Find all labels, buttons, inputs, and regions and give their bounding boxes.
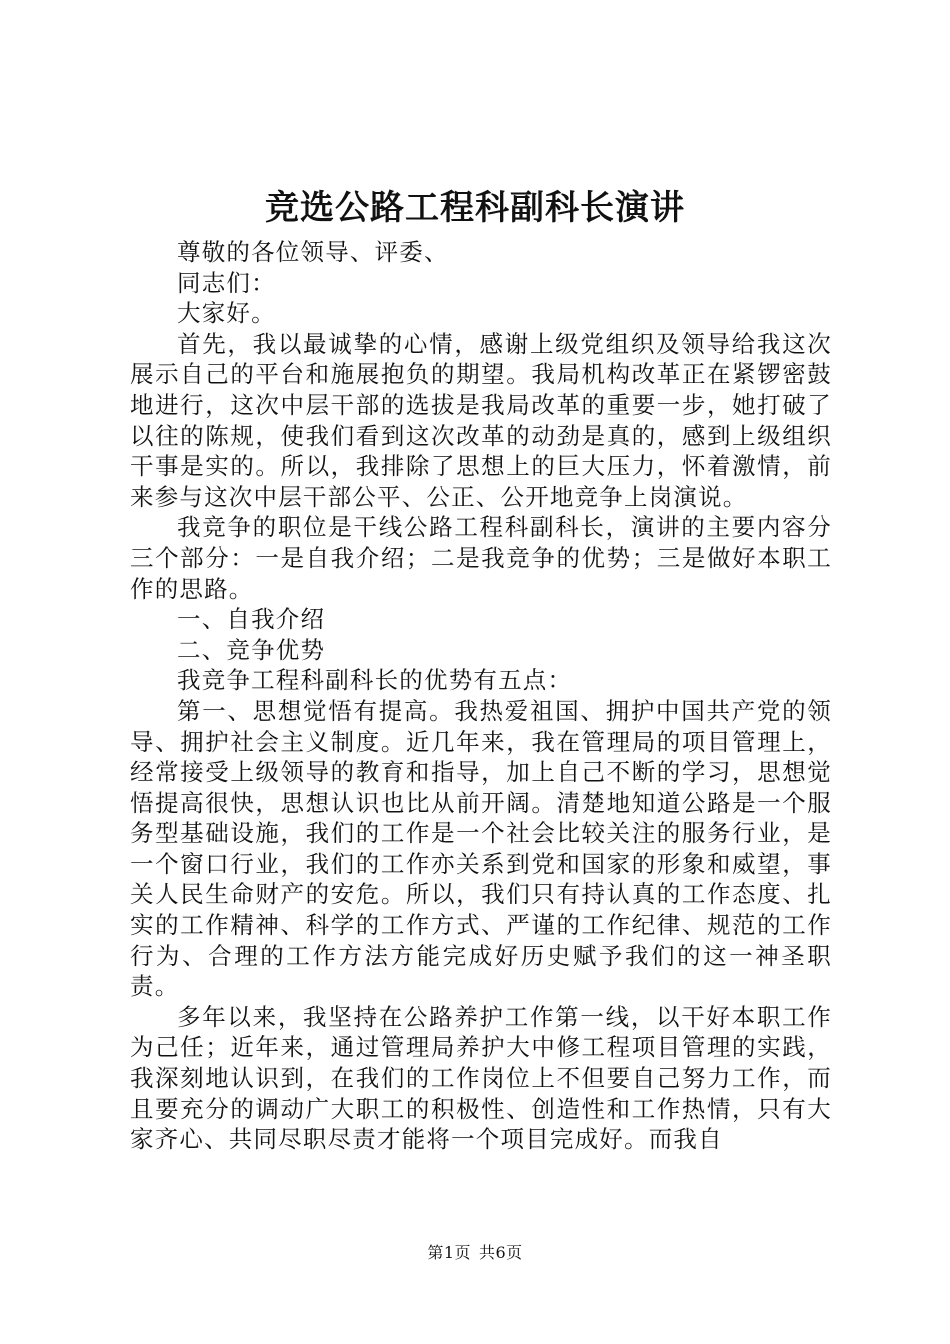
paragraph-intro: 首先，我以最诚挚的心情，感谢上级党组织及领导给我这次展示自己的平台和施展抱负的期望。我局机构改革正在紧锣密鼓地进行，这次中层干部的选拔是我局改革的重要一步，她打破了以往的陈规，使我们看到这次改革的动劲是真的，感到上级组织干事是实的。所以，我排除了思想上的巨大压力，怀着激情，前来参与这次中层干部公平、公正、公开地竞争上岗演说。 <box>130 329 832 511</box>
document-title: 竞选公路工程科副科长演讲 <box>265 188 685 228</box>
section-heading-2: 二、竞争优势 <box>177 635 326 664</box>
salutation-line-1: 尊敬的各位领导、评委、 <box>177 238 449 266</box>
page-number: 第1页 <box>427 1243 471 1262</box>
paragraph-experience: 多年以来，我坚持在公路养护工作第一线，以干好本职工作为己任；近年来，通过管理局养护大中修工程项目管理的实践，我深刻地认识到，在我们的工作岗位上不但要自己努力工作，而且要充分的调动广大职工的积极性、创造性和工作热情，只有大家齐心、共同尽职尽责才能将一个项目完成好。而我自 <box>130 1002 832 1154</box>
document-body <box>130 237 832 1155</box>
paragraph-advantage-1: 第一、思想觉悟有提高。我热爱祖国、拥护中国共产党的领导、拥护社会主义制度。近几年来，我在管理局的项目管理上，经常接受上级领导的教育和指导，加上自己不断的学习，思想觉悟提高很快，思想认识也比从前开阔。清楚地知道公路是一个服务型基础设施，我们的工作是一个社会比较关注的服务行业，是一个窗口行业，我们的工作亦关系到党和国家的形象和威望，事关人民生命财产的安危。所以，我们只有持认真的工作态度、扎实的工作精神、科学的工作方式、严谨的工作纪律、规范的工作行为、合理的工作方法方能完成好历史赋予我们的这一神圣职责。 <box>130 696 832 1001</box>
greeting: 大家好。 <box>177 299 276 328</box>
section-heading-1: 一、自我介绍 <box>177 605 326 634</box>
page-footer <box>0 1243 950 1263</box>
page-total: 共6页 <box>479 1243 523 1262</box>
paragraph-position: 我竞争的职位是干线公路工程科副科长，演讲的主要内容分三个部分：一是自我介绍；二是我竞争的优势；三是做好本职工作的思路。 <box>130 513 832 603</box>
salutation-line-2: 同志们： <box>177 268 276 297</box>
paragraph-advantages-intro: 我竞争工程科副科长的优势有五点： <box>177 666 573 695</box>
